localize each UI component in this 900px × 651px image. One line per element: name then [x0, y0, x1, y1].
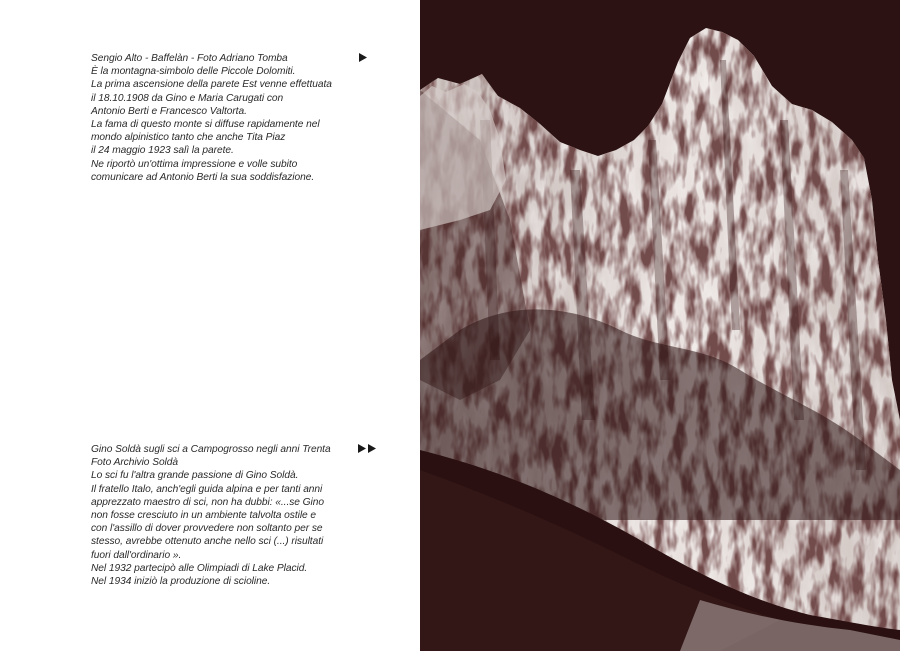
left-page [0, 0, 420, 651]
caption-line: comunicare ad Antonio Berti la sua soddisfazione. [91, 171, 315, 183]
caption-line: stesso, avrebbe ottenuto anche nello sci (...) risultati [91, 536, 324, 548]
single-triangle-right-icon [359, 53, 367, 62]
caption-line: Gino Soldà sugli sci a Campogrosso negli anni Trenta [91, 444, 331, 455]
caption-line: mondo alpinistico tanto che anche Tita Piaz [91, 132, 286, 144]
caption-line: La fama di questo monte si diffuse rapidamente nel [91, 119, 320, 131]
caption-line: con l'assillo di dover provvedere non soltanto per se [91, 523, 323, 535]
caption-line: non fosse cresciuto in un ambiente talvolta ostile e [91, 510, 317, 522]
caption-line: Sengio Alto - Baffelàn - Foto Adriano Tomba [91, 53, 288, 64]
caption-line: apprezzato maestro di sci, non ha dubbi: «...se Gino [91, 496, 324, 508]
caption-gino-solda [91, 443, 351, 588]
mountain-photo-drawing [420, 0, 900, 651]
mountain-photo [420, 0, 900, 651]
caption-line: Foto Archivio Soldà [91, 457, 179, 469]
double-triangle-right-icon [358, 444, 376, 453]
caption-line: La prima ascensione della parete Est venne effettuata [91, 79, 332, 91]
caption-line: Il fratello Italo, anch'egli guida alpina e per tanti anni [91, 483, 323, 495]
caption-line: fuori dall'ordinario ». [91, 549, 182, 561]
caption-line: Nel 1934 iniziò la produzione di scioline. [91, 576, 271, 588]
caption-line: Nel 1932 partecipò alle Olimpiadi di Lake Placid. [91, 562, 308, 574]
caption-line: Ne riportò un'ottima impressione e volle subito [91, 158, 298, 170]
caption-line: Antonio Berti e Francesco Valtorta. [91, 105, 247, 117]
caption-line: Lo sci fu l'altra grande passione di Gino Soldà. [91, 470, 299, 482]
caption-line: il 24 maggio 1923 salì la parete. [91, 145, 234, 157]
caption-line: È la montagna-simbolo delle Piccole Dolomiti. [91, 66, 296, 78]
caption-sengio-alto [91, 52, 351, 184]
caption-line: il 18.10.1908 da Gino e Maria Carugati con [91, 92, 284, 104]
